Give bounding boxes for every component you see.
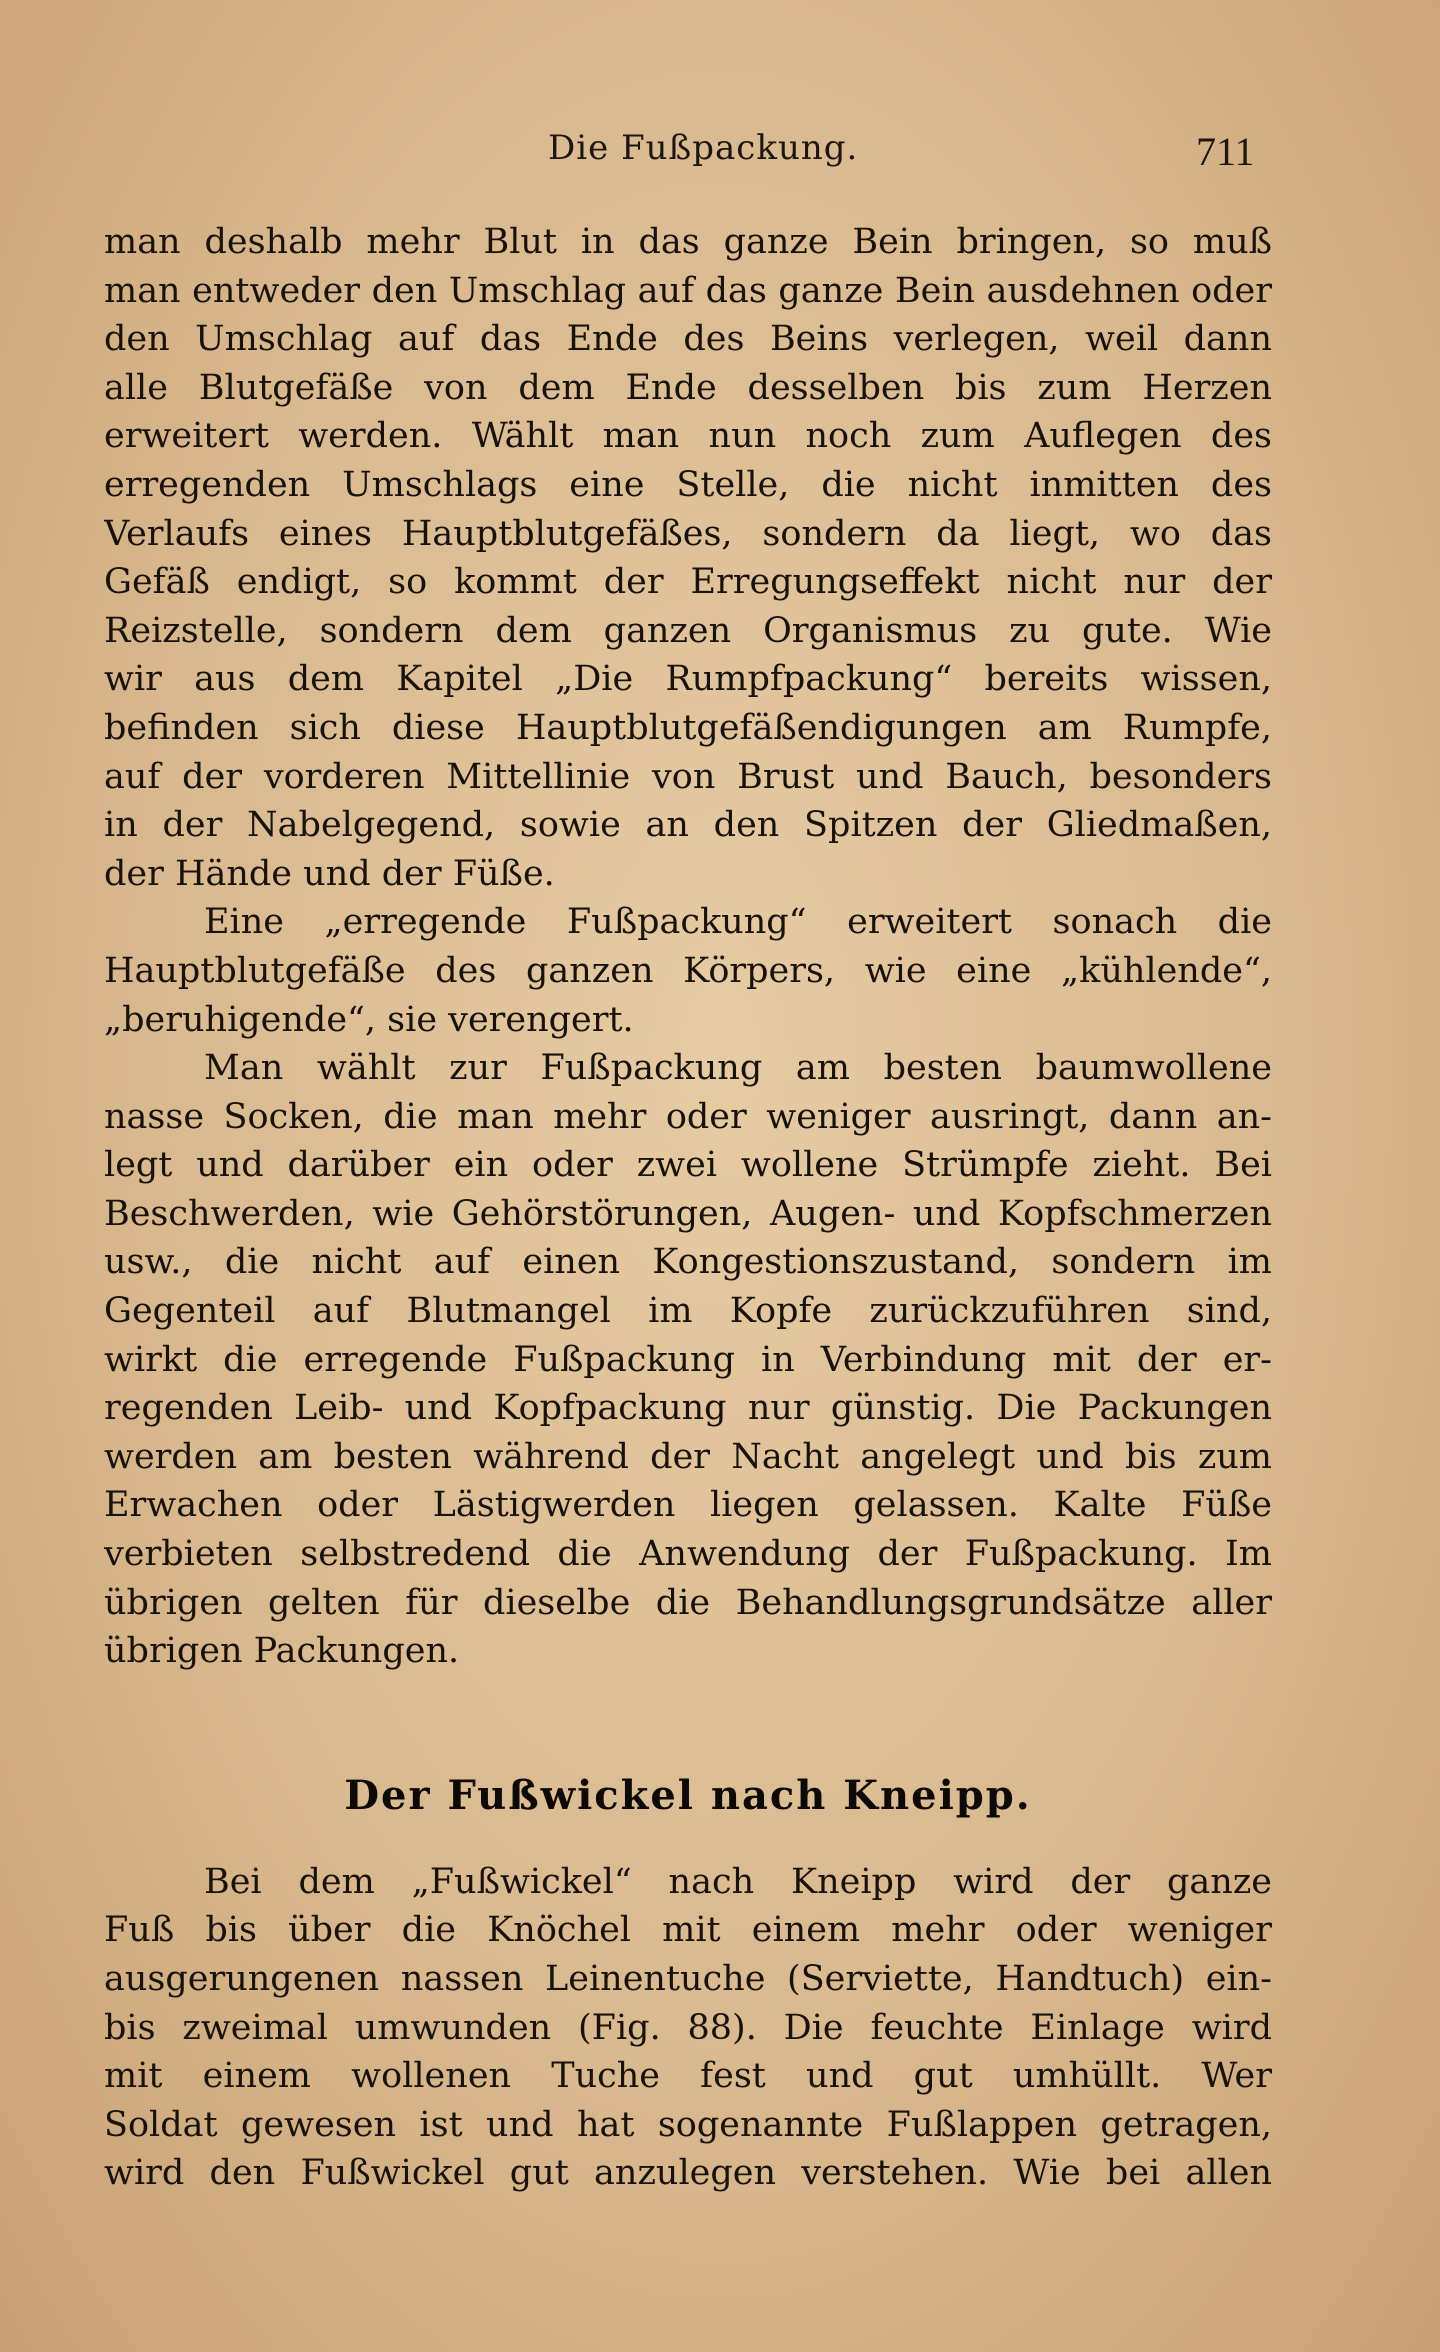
- section-heading: Der Fußwickel nach Kneipp.: [344, 1771, 1032, 1819]
- text-line: Erwachen oder Lästigwerden liegen gelassen. Kalte Füße: [104, 1485, 1272, 1526]
- text-line: usw., die nicht auf einen Kongestionszustand, sondern im: [104, 1242, 1272, 1283]
- text-line: Soldat gewesen ist und hat sogenannte Fußlappen getragen,: [104, 2104, 1272, 2145]
- text-line: man deshalb mehr Blut in das ganze Bein bringen, so muß: [104, 222, 1272, 262]
- text-line: nasse Socken, die man mehr oder weniger ausringt, dann an-: [104, 1096, 1272, 1137]
- text-line: werden am besten während der Nacht angelegt und bis zum: [104, 1436, 1272, 1477]
- text-line: Beschwerden, wie Gehörstörungen, Augen- und Kopfschmerzen: [104, 1193, 1272, 1234]
- paragraph-3: [104, 1044, 1272, 1676]
- text-line: alle Blutgefäße von dem Ende desselben bis zum Herzen: [104, 367, 1272, 408]
- text-line: erweitert werden. Wählt man nun noch zum Auflegen des: [104, 416, 1272, 457]
- text-line: auf der vorderen Mittellinie von Brust und Bauch, besonders: [104, 756, 1272, 797]
- text-line: der Hände und der Füße.: [104, 853, 555, 894]
- text-line: man entweder den Umschlag auf das ganze Bein ausdehnen oder: [104, 270, 1272, 311]
- text-line: Gegenteil auf Blutmangel im Kopfe zurückzuführen sind,: [104, 1291, 1272, 1332]
- text-line: ausgerungenen nassen Leinentuche (Serviette, Handtuch) ein-: [104, 1959, 1272, 1999]
- text-line: erregenden Umschlags eine Stelle, die nicht inmitten des: [104, 464, 1272, 505]
- text-line: Gefäß endigt, so kommt der Erregungseffekt nicht nur der: [104, 562, 1272, 603]
- text-line: übrigen Packungen.: [104, 1631, 460, 1672]
- text-line: Eine „erregende Fußpackung“ erweitert sonach die: [204, 902, 1272, 943]
- running-head-title: Die Fußpackung.: [548, 128, 859, 168]
- text-line: „beruhigende“, sie verengert.: [104, 999, 634, 1040]
- text-line: regenden Leib- und Kopfpackung nur günstig. Die Packungen: [104, 1388, 1272, 1429]
- text-line: Reizstelle, sondern dem ganzen Organismus zu gute. Wie: [104, 610, 1272, 651]
- spacer: [104, 1828, 1272, 1858]
- paragraph-1: [104, 218, 1272, 898]
- page-number: 711: [1196, 129, 1255, 174]
- running-head: [0, 128, 1440, 178]
- text-line: verbieten selbstredend die Anwendung der Fußpackung. Im: [104, 1534, 1272, 1575]
- text-line: den Umschlag auf das Ende des Beins verlegen, weil dann: [104, 319, 1272, 360]
- text-line: wir aus dem Kapitel „Die Rumpfpackung“ bereits wissen,: [104, 659, 1272, 700]
- spacer: [104, 1676, 1272, 1764]
- body-text: [104, 218, 1272, 2198]
- text-line: wird den Fußwickel gut anzulegen verstehen. Wie bei allen: [104, 2153, 1272, 2194]
- text-line: legt und darüber ein oder zwei wollene Strümpfe zieht. Bei: [104, 1145, 1272, 1186]
- text-line: Verlaufs eines Hauptblutgefäßes, sondern da liegt, wo das: [104, 513, 1272, 554]
- text-line: wirkt die erregende Fußpackung in Verbindung mit der er-: [104, 1339, 1272, 1380]
- paragraph-4: [104, 1858, 1272, 2198]
- text-line: bis zweimal umwunden (Fig. 88). Die feuchte Einlage wird: [104, 2007, 1272, 2048]
- text-line: in der Nabelgegend, sowie an den Spitzen der Gliedmaßen,: [104, 805, 1272, 846]
- text-line: befinden sich diese Hauptblutgefäßendigungen am Rumpfe,: [104, 707, 1272, 748]
- paragraph-2: [104, 898, 1272, 1044]
- text-line: mit einem wollenen Tuche fest und gut umhüllt. Wer: [104, 2056, 1272, 2097]
- text-line: übrigen gelten für dieselbe die Behandlungsgrundsätze aller: [104, 1582, 1272, 1623]
- text-line: Fuß bis über die Knöchel mit einem mehr oder weniger: [104, 1910, 1272, 1951]
- text-line: Hauptblutgefäße des ganzen Körpers, wie eine „kühlende“,: [104, 950, 1272, 991]
- text-line: Man wählt zur Fußpackung am besten baumwollene: [204, 1048, 1272, 1089]
- text-line: Bei dem „Fußwickel“ nach Kneipp wird der ganze: [204, 1861, 1272, 1902]
